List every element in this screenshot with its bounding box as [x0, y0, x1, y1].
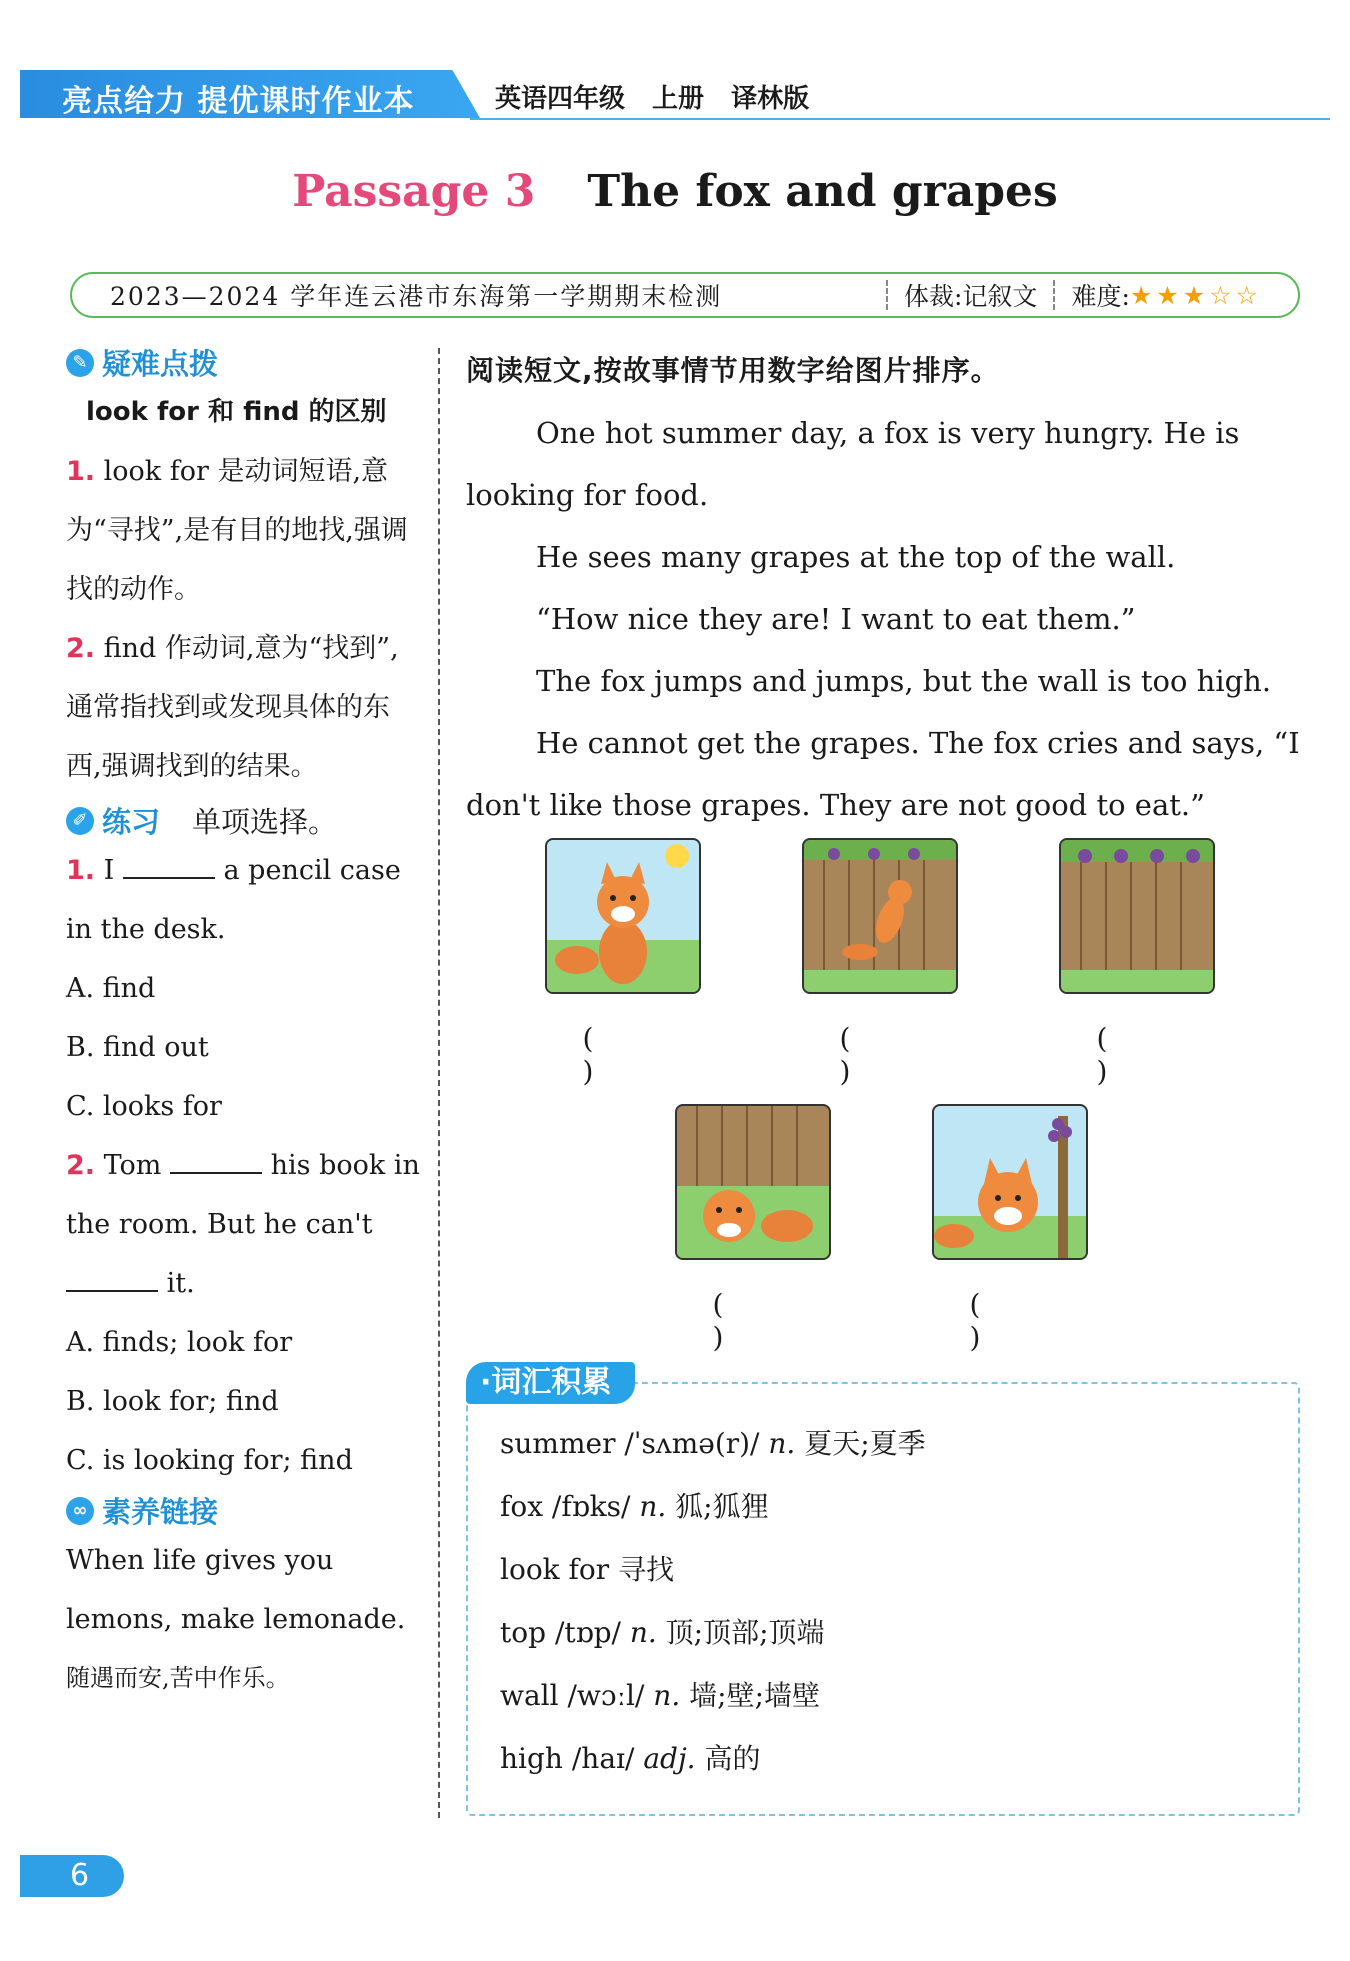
vocab-item: high /haɪ/ adj. 高的 [500, 1742, 761, 1775]
passage-number: Passage 3 [292, 166, 536, 217]
page-title [0, 166, 1350, 217]
quote-chinese: 随遇而安,苦中作乐。 [66, 1664, 290, 1692]
answer-paren-3[interactable]: ( ) [1096, 1022, 1148, 1088]
literacy-heading: ∞ 素养链接 [66, 1490, 420, 1531]
picture-fox-hungry [545, 838, 701, 994]
vocab-heading: ·词汇积累 [466, 1362, 635, 1404]
right-column [466, 340, 1306, 836]
tips-heading: ✎ 疑难点拨 [66, 342, 420, 383]
vocab-item: wall /wɔːl/ n. 墙;壁;墙壁 [500, 1679, 821, 1712]
vocab-list [500, 1412, 926, 1790]
answer-blank[interactable] [123, 853, 215, 879]
genre: 体裁:记叙文 [904, 282, 1038, 311]
answer-paren-5[interactable]: ( ) [969, 1288, 1021, 1354]
subject-label: 英语四年级 上册 译林版 [495, 84, 810, 114]
exam-source: 2023—2024 学年连云港市东海第一学期期末检测 [110, 282, 723, 311]
passage-line-5: He cannot get the grapes. The fox cries and says, “I don't like those grapes. They are not good to eat.” [466, 726, 1300, 822]
answer-paren-4[interactable]: ( ) [712, 1288, 764, 1354]
passage-line-1: One hot summer day, a fox is very hungry. He is looking for food. [466, 416, 1240, 512]
passage-line-3: “How nice they are! I want to eat them.” [536, 602, 1136, 636]
answer-blank[interactable] [66, 1266, 158, 1292]
tip-1: 1. look for 是动词短语,意为“寻找”,是有目的地找,强调找的动作。 [66, 456, 408, 605]
tips-title: look for 和 find 的区别 [86, 397, 387, 427]
q2-option-a: A. finds; look for [66, 1327, 293, 1358]
difficulty-stars: ★★★☆☆ [1129, 280, 1262, 310]
pen-icon: ✎ [66, 349, 94, 377]
pencil-icon: ✐ [66, 807, 94, 835]
header-rule [470, 118, 1330, 120]
difficulty-label: 难度: [1071, 282, 1130, 311]
tip-2: 2. find 作动词,意为“找到”,通常指找到或发现具体的东西,强调找到的结果。 [66, 633, 399, 782]
passage-name: The fox and grapes [587, 166, 1058, 217]
passage-line-2: He sees many grapes at the top of the wall. [536, 540, 1176, 574]
q2-option-b: B. look for; find [66, 1386, 279, 1417]
info-bar [70, 272, 1300, 318]
vocab-item: fox /fɒks/ n. 狐;狐狸 [500, 1490, 769, 1523]
page-number: 6 [20, 1855, 124, 1897]
left-column [66, 340, 420, 1708]
passage-line-4: The fox jumps and jumps, but the wall is too high. [536, 664, 1272, 698]
vocab-item: top /tɒp/ n. 顶;顶部;顶端 [500, 1616, 825, 1649]
q1-option-a: A. find [66, 973, 156, 1004]
q2-option-c: C. is looking for; find [66, 1445, 353, 1476]
picture-fox-crying [675, 1104, 831, 1260]
quote-english: When life gives you lemons, make lemonade. [66, 1545, 406, 1635]
picture-grapes-on-wall [1059, 838, 1215, 994]
q1-option-b: B. find out [66, 1032, 209, 1063]
practice-heading: ✐ 练习 单项选择。 [66, 800, 420, 841]
practice-instruction: 单项选择。 [192, 805, 338, 839]
question-2: 2. Tom his book in the room. But he can't it. [66, 1150, 420, 1299]
link-icon: ∞ [66, 1497, 94, 1525]
banner-title: 亮点给力 提优课时作业本 [62, 84, 415, 119]
column-divider [438, 348, 440, 1818]
q1-option-c: C. looks for [66, 1091, 222, 1122]
answer-paren-2[interactable]: ( ) [839, 1022, 891, 1088]
picture-fox-sees-grapes [932, 1104, 1088, 1260]
picture-fox-jumping [802, 838, 958, 994]
vocab-item: summer /ˈsʌmə(r)/ n. 夏天;夏季 [500, 1427, 926, 1460]
answer-paren-1[interactable]: ( ) [582, 1022, 634, 1088]
reading-instruction: 阅读短文,按故事情节用数字给图片排序。 [466, 354, 1000, 387]
question-1: 1. I a pencil case in the desk. [66, 855, 401, 945]
answer-blank[interactable] [170, 1148, 262, 1174]
vocab-item: look for 寻找 [500, 1553, 675, 1586]
